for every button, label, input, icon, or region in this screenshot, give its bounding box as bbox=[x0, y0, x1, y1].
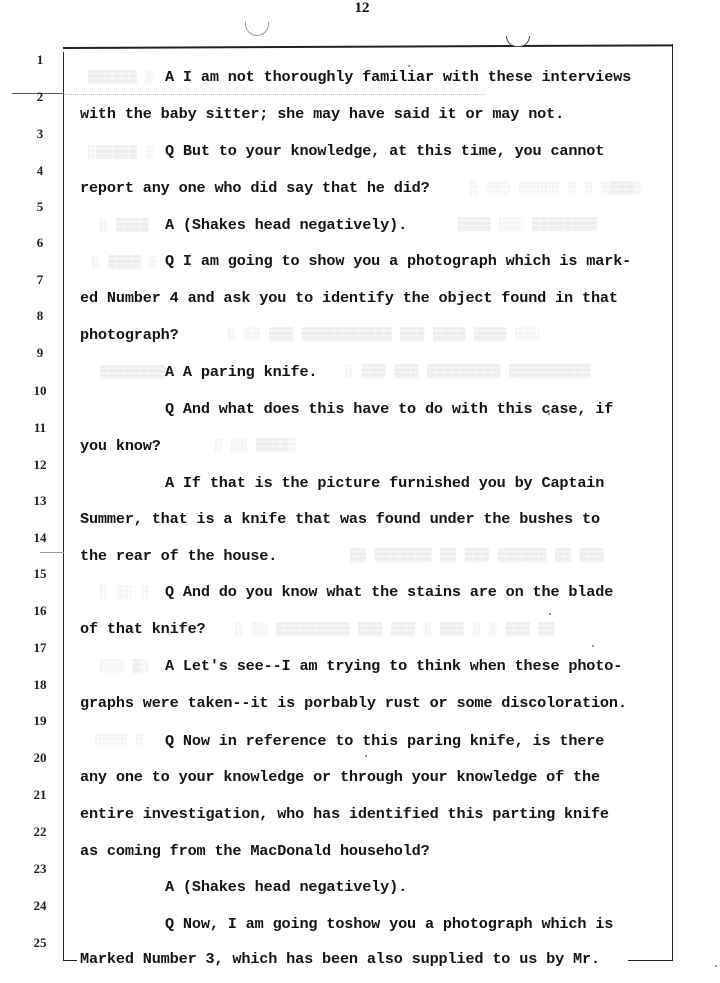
frame-top-border bbox=[63, 44, 673, 49]
line-number: 11 bbox=[33, 420, 47, 435]
scan-speck bbox=[365, 755, 367, 757]
transcript-line: A If that is the picture furnished you by Captain bbox=[165, 474, 605, 492]
transcript-line: Q But to your knowledge, at this time, you cannot bbox=[165, 142, 605, 160]
line-number: 4 bbox=[36, 163, 44, 178]
line-number: 16 bbox=[33, 603, 47, 618]
transcript-line: with the baby sitter; she may have said it or may not. bbox=[80, 105, 565, 123]
frame-left-border bbox=[63, 52, 64, 960]
frame-bottom-right-border bbox=[628, 960, 673, 961]
transcript-line: Q And what does this have to do with this case, if bbox=[165, 400, 614, 418]
bleed-through-artifact: ░ ▒▒▒▒ bbox=[100, 218, 150, 233]
transcript-line: Q And do you know what the stains are on the blade bbox=[165, 583, 614, 601]
line-number: 7 bbox=[36, 272, 44, 287]
line-number: 21 bbox=[33, 787, 47, 802]
transcript-line: entire investigation, who has identified this parting knife bbox=[80, 805, 609, 823]
bleed-through-artifact: ░ ░░ ▒▒▒▒░ bbox=[215, 438, 298, 453]
line-number: 5 bbox=[36, 199, 44, 214]
bleed-through-artifact: ▒▒ ▒▒▒▒▒▒▒ ▒▒ ▒▒▒ ▒▒▒▒▒▒ ▒▒ ▒▒▒ bbox=[350, 548, 605, 563]
bleed-through-artifact: ░ ░░ ▒▒▒ ▒▒▒▒▒▒▒▒▒▒▒ ▒▒▒ ▒▒▒▒ ▒▒▒▒ ░░░ bbox=[228, 327, 540, 342]
bleed-through-artifact: ▒▒▒▒▒▒▒▒ bbox=[100, 365, 166, 380]
line-number: 20 bbox=[33, 750, 47, 765]
transcript-line: the rear of the house. bbox=[80, 547, 278, 565]
transcript-line: graphs were taken--it is porbably rust or some discoloration. bbox=[80, 694, 627, 712]
line-number: 6 bbox=[36, 235, 44, 250]
bleed-through-artifact: ░▒▒▒▒▒ ░ bbox=[88, 145, 154, 160]
bleed-through-artifact: ░ ░░░ ░░░░░ ░ ░ ░▒▒▒░ bbox=[470, 181, 643, 196]
bleed-through-artifact: ░ ▒▒▒▒ ░ bbox=[92, 255, 158, 270]
line-number: 23 bbox=[33, 861, 47, 876]
line-number: 25 bbox=[33, 935, 47, 950]
transcript-line: ed Number 4 and ask you to identify the object found in that bbox=[80, 289, 618, 307]
transcript-line: report any one who did say that he did? bbox=[80, 179, 430, 197]
line-number: 18 bbox=[33, 677, 47, 692]
line-number: 3 bbox=[36, 126, 44, 141]
bleed-through-artifact: ░░░ ▒░ bbox=[100, 659, 150, 674]
scan-speck bbox=[549, 613, 551, 615]
line-number: 24 bbox=[33, 898, 47, 913]
scan-rule-line bbox=[40, 552, 64, 553]
line-number: 8 bbox=[36, 308, 44, 323]
line-number: 12 bbox=[33, 457, 47, 472]
line-number: 1 bbox=[36, 52, 44, 67]
transcript-line: photograph? bbox=[80, 326, 179, 344]
line-number: 22 bbox=[33, 824, 47, 839]
transcript-line: any one to your knowledge or through your knowledge of the bbox=[80, 768, 600, 786]
page-number: 12 bbox=[354, 0, 370, 16]
transcript-line: Q Now in reference to this paring knife, is there bbox=[165, 732, 605, 750]
bleed-through-artifact: ▒▒▒▒ ░░░ ▒▒▒▒▒▒▒▒ bbox=[458, 217, 598, 232]
bleed-through-artifact: ▒▒▒▒▒▒ ░ bbox=[88, 70, 154, 85]
transcript-line: A A paring knife. bbox=[165, 363, 318, 381]
transcript-line: Summer, that is a knife that was found under the bushes to bbox=[80, 510, 600, 528]
transcript-line: A (Shakes head negatively). bbox=[165, 878, 408, 896]
bleed-through-artifact: ░ ░░ ▒▒▒▒▒▒▒▒▒ ▒▒▒ ▒▒▒ ░ ▒▒▒ ░ ░ ▒▒▒ ▒▒ bbox=[235, 622, 555, 637]
scan-speck bbox=[408, 65, 410, 67]
bleed-through-artifact: ░ ░░ ░ bbox=[100, 585, 150, 600]
line-number: 14 bbox=[33, 530, 47, 545]
line-number: 19 bbox=[33, 713, 47, 728]
transcript-line: you know? bbox=[80, 437, 161, 455]
transcript-line: Marked Number 3, which has been also supplied to us by Mr. bbox=[80, 950, 600, 968]
frame-bottom-left-border bbox=[63, 960, 77, 961]
line-number: 2 bbox=[36, 89, 44, 104]
line-number: 17 bbox=[33, 640, 47, 655]
line-number: 15 bbox=[33, 566, 47, 581]
transcript-line: Q Now, I am going toshow you a photograph which is bbox=[165, 915, 614, 933]
punch-hole-mark bbox=[245, 22, 269, 36]
line-number: 9 bbox=[36, 345, 44, 360]
transcript-line: A (Shakes head negatively). bbox=[165, 216, 408, 234]
bleed-through-artifact: ░░░░ ░ bbox=[95, 733, 145, 748]
transcript-line: A Let's see--I am trying to think when these photo- bbox=[165, 657, 623, 675]
transcript-line: A I am not thoroughly familiar with these interviews bbox=[165, 68, 632, 86]
scan-rule-line bbox=[64, 94, 484, 95]
transcript-line: as coming from the MacDonald household? bbox=[80, 842, 430, 860]
transcript-line: Q I am going to show you a photograph which is mark- bbox=[165, 252, 632, 270]
transcript-line: of that knife? bbox=[80, 620, 206, 638]
line-number: 10 bbox=[33, 383, 47, 398]
scan-speck bbox=[592, 645, 594, 647]
line-number: 13 bbox=[33, 493, 47, 508]
scan-speck bbox=[715, 965, 717, 967]
bleed-through-artifact: ░ ▒▒▒ ▒▒▒ ▒▒▒▒▒▒▒▒▒ ▒▒▒▒▒▒▒▒▒▒ bbox=[345, 364, 592, 379]
frame-right-border bbox=[672, 44, 673, 960]
